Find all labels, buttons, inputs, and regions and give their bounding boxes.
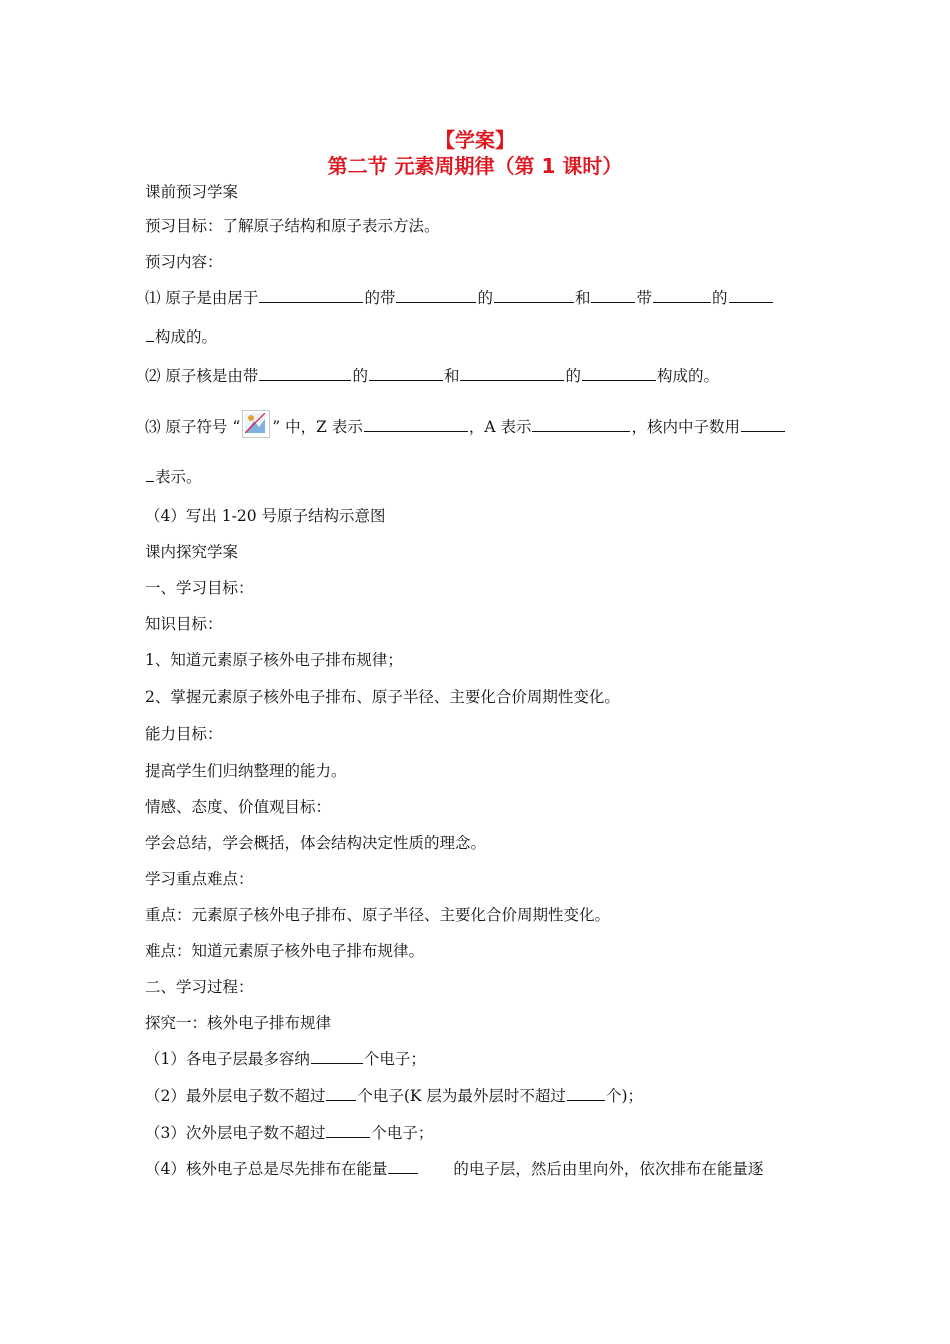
rule-1 [145, 1047, 426, 1069]
q2-text-c: 和 [443, 367, 460, 385]
q2-text-d: 的 [565, 367, 581, 385]
q3-blank-3-cont[interactable] [146, 466, 154, 482]
document-tag: 【学案】 [435, 128, 515, 152]
preview-goal: 预习目标：了解原子结构和原子表示方法。 [145, 217, 440, 235]
q1-text-b: 的带 [364, 289, 396, 307]
rule-3 [145, 1121, 433, 1143]
q3-blank-3[interactable] [741, 416, 785, 432]
rule-3-blank[interactable] [326, 1122, 370, 1138]
ability-goal: 提高学生们归纳整理的能力。 [145, 762, 347, 780]
q3-text-d: ，核内中子数用 [631, 418, 740, 436]
preview-heading: 课前预习学案 [145, 183, 239, 201]
q2-blank-2[interactable] [369, 365, 443, 381]
q2-blank-1[interactable] [259, 365, 351, 381]
atom-symbol-image-icon [242, 410, 270, 438]
rule-1-blank[interactable] [311, 1048, 363, 1064]
question-1 [145, 286, 774, 308]
ability-goal-label: 能力目标： [145, 725, 223, 743]
question-3 [145, 410, 786, 438]
rule-2 [145, 1084, 643, 1106]
q2-text-e: 构成的。 [656, 367, 719, 385]
emotion-goal: 学会总结，学会概括，体会结构决定性质的理念。 [145, 834, 487, 852]
question-3-cont [145, 465, 202, 487]
rule-2-blank-1[interactable] [326, 1085, 356, 1101]
knowledge-goal-2: 2、掌握元素原子核外电子排布、原子半径、主要化合价周期性变化。 [145, 688, 620, 706]
q1-blank-1[interactable] [259, 287, 363, 303]
section-2-heading: 二、学习过程： [145, 978, 254, 996]
rule-4-blank[interactable] [388, 1158, 418, 1174]
rule-2-text-a: （2）最外层电子数不超过 [145, 1087, 326, 1105]
explore-1-heading: 探究一：核外电子排布规律 [145, 1014, 332, 1032]
question-2 [145, 364, 719, 386]
q1-blank-4[interactable] [591, 287, 635, 303]
q2-text-b: 的 [352, 367, 368, 385]
q1-blank-6-cont[interactable] [146, 326, 154, 342]
rule-2-text-c: 个)； [605, 1087, 643, 1105]
inclass-heading: 课内探究学案 [145, 543, 239, 561]
question-1-cont [145, 325, 217, 347]
q1-blank-6[interactable] [729, 287, 773, 303]
rule-2-text-b: 个电子(K 层为最外层时不超过 [357, 1087, 566, 1105]
rule-3-text-b: 个电子； [371, 1124, 434, 1142]
q1-text-c: 的 [477, 289, 493, 307]
q3-text-c: ，A 表示 [468, 418, 532, 436]
rule-1-text-b: 个电子； [363, 1050, 426, 1068]
q1-text-a: ⑴ 原子是由居于 [145, 289, 259, 307]
knowledge-goal-1: 1、知道元素原子核外电子排布规律； [145, 651, 403, 669]
question-4: （4）写出 1-20 号原子结构示意图 [145, 507, 386, 525]
keypoint: 重点：元素原子核外电子排布、原子半径、主要化合价周期性变化。 [145, 906, 611, 924]
document-title: 第二节 元素周期律（第 1 课时） [327, 154, 623, 178]
rule-4 [145, 1157, 763, 1179]
q3-text-b: ” 中，Z 表示 [272, 418, 363, 436]
q1-blank-2[interactable] [396, 287, 476, 303]
q3-text-a: ⑶ 原子符号 “ [145, 418, 241, 436]
q1-blank-5[interactable] [653, 287, 711, 303]
q2-text-a: ⑵ 原子核是由带 [145, 367, 259, 385]
q2-blank-3[interactable] [460, 365, 564, 381]
q3-text-e: 表示。 [155, 468, 202, 486]
difficulty: 难点：知道元素原子核外电子排布规律。 [145, 942, 425, 960]
q1-text-e: 带 [636, 289, 652, 307]
q1-text-f: 的 [712, 289, 728, 307]
q2-blank-4[interactable] [582, 365, 656, 381]
rule-1-text-a: （1）各电子层最多容纳 [145, 1050, 310, 1068]
rule-2-blank-2[interactable] [567, 1085, 605, 1101]
rule-4-text-b: 的电子层，然后由里向外，依次排布在能量逐 [453, 1160, 764, 1178]
knowledge-goal-label: 知识目标： [145, 615, 223, 633]
q1-text-g: 构成的。 [155, 328, 218, 346]
q3-blank-1[interactable] [364, 416, 468, 432]
rule-4-text-a: （4）核外电子总是尽先排布在能量 [145, 1160, 388, 1178]
keypoint-label: 学习重点难点： [145, 870, 254, 888]
q1-text-d: 和 [574, 289, 591, 307]
q1-blank-3[interactable] [494, 287, 574, 303]
q3-blank-2[interactable] [532, 416, 630, 432]
section-1-heading: 一、学习目标： [145, 579, 254, 597]
emotion-goal-label: 情感、态度、价值观目标： [145, 798, 332, 816]
rule-3-text-a: （3）次外层电子数不超过 [145, 1124, 326, 1142]
preview-content-label: 预习内容： [145, 253, 223, 271]
